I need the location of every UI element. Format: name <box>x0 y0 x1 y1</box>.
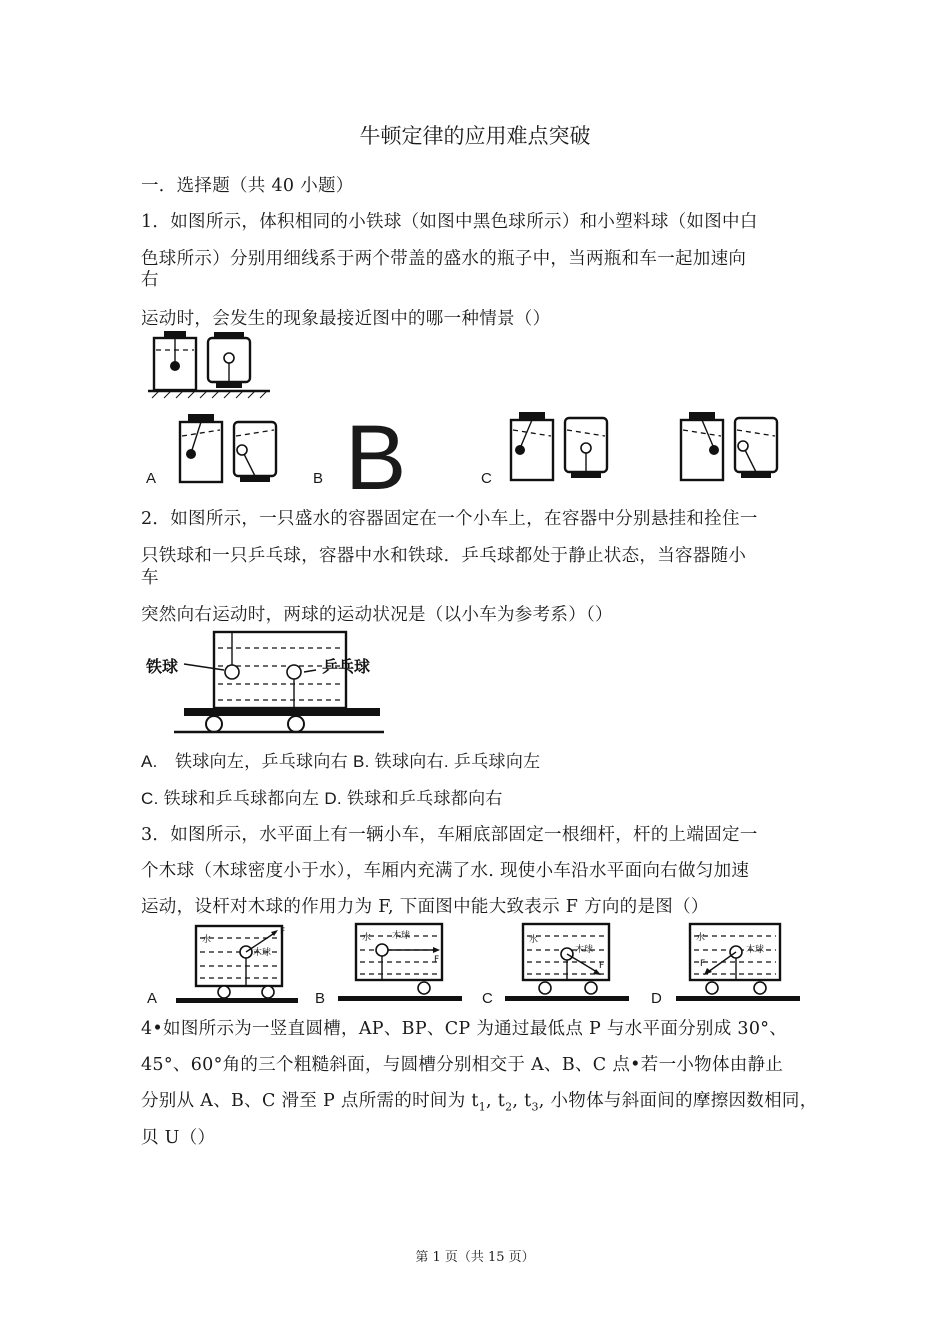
q4-line1: 4•如图所示为一竖直圆槽，AP、BP、CP 为通过最低点 P 与水平面分别成 30°、 <box>141 1019 788 1039</box>
q3-option-b-label: B <box>315 990 326 1007</box>
svg-text:木球: 木球 <box>253 948 272 958</box>
q1-figure-original <box>146 328 276 400</box>
svg-text:木球: 木球 <box>392 931 411 941</box>
q4-line4: 贝 U（） <box>141 1128 216 1148</box>
q3-option-c-label: C <box>482 990 493 1007</box>
section-heading: 一．选择题（共 40 小题） <box>141 176 354 196</box>
q3-figure-b <box>338 920 464 1004</box>
q3-option-a-label: A <box>147 990 158 1007</box>
svg-text:F: F <box>434 955 440 965</box>
svg-text:木球: 木球 <box>575 945 594 955</box>
q1-option-c-figure <box>505 408 617 488</box>
q1-option-a-figure <box>174 410 286 490</box>
svg-text:水: 水 <box>696 933 706 943</box>
q3-line1: 3．如图所示，水平面上有一辆小车，车厢底部固定一根细杆，杆的上端固定一 <box>141 825 758 845</box>
q3-line3: 运动，设杆对木球的作用力为 F, 下面图中能大致表示 F 方向的是图（） <box>141 897 709 917</box>
q3-figure-c <box>505 920 631 1004</box>
svg-text:F: F <box>599 961 605 971</box>
q3-figure-a <box>176 922 302 1004</box>
q3-line2: 个木球（木球密度小于水），车厢内充满了水. 现使小车沿水平面向右做匀加速 <box>141 861 750 881</box>
svg-text:F: F <box>700 959 706 969</box>
svg-text:水: 水 <box>362 933 372 943</box>
q2-line1: 2．如图所示，一只盛水的容器固定在一个小车上，在容器中分别悬挂和拴住一 <box>141 509 758 529</box>
q1-line1: 1．如图所示，体积相同的小铁球（如图中黑色球所示）和小塑料球（如图中白 <box>141 212 758 232</box>
q4-line3: 分别从 A、B、C 滑至 P 点所需的时间为 $t_1$, $t_2$, $t_3$, 小物体与斜面间的摩擦因数相同， <box>141 1091 818 1114</box>
page-footer: 第 1 页（共 15 页） <box>415 1250 535 1265</box>
svg-text:水: 水 <box>202 935 212 945</box>
q1-line2: 色球所示）分别用细线系于两个带盖的盛水的瓶子中，当两瓶和车一起加速向 <box>141 249 747 269</box>
q3-option-d-label: D <box>651 990 662 1007</box>
q1-big-answer: B <box>345 407 407 509</box>
q1-line2b: 右 <box>141 270 159 290</box>
svg-text:木球: 木球 <box>746 945 765 955</box>
q2-line3: 突然向右运动时，两球的运动状况是（以小车为参考系）（） <box>141 605 613 625</box>
page-title: 牛顿定律的应用难点突破 <box>359 124 591 148</box>
q1-option-c-label: C <box>481 470 492 487</box>
q2-label-iron-ball: 铁球 <box>146 657 179 676</box>
q2-line2: 只铁球和一只乒乓球，容器中水和铁球．乒乓球都处于静止状态，当容器随小 <box>141 546 747 566</box>
q1-option-d-figure <box>675 408 787 488</box>
q2-options-line1: A. 铁球向左，乒乓球向右 B. 铁球向右. 乒乓球向左 <box>141 752 541 771</box>
q2-options-line2: C. 铁球和乒乓球都向左 D. 铁球和乒乓球都向右 <box>141 789 503 808</box>
q4-line2: 45°、60°角的三个粗糙斜面，与圆槽分别相交于 A、B、C 点•若一小物体由静止 <box>141 1055 784 1075</box>
svg-text:F: F <box>280 927 286 937</box>
q2-figure <box>144 626 394 738</box>
svg-text:水: 水 <box>529 935 539 945</box>
q2-line2b: 车 <box>141 568 159 588</box>
q3-figure-d <box>676 918 802 1004</box>
q2-label-pingpong: 乒乓球 <box>322 657 371 676</box>
q1-option-a-label: A <box>146 470 157 487</box>
q1-option-b-label: B <box>313 470 324 487</box>
q1-line3: 运动时，会发生的现象最接近图中的哪一种情景（） <box>141 309 551 329</box>
